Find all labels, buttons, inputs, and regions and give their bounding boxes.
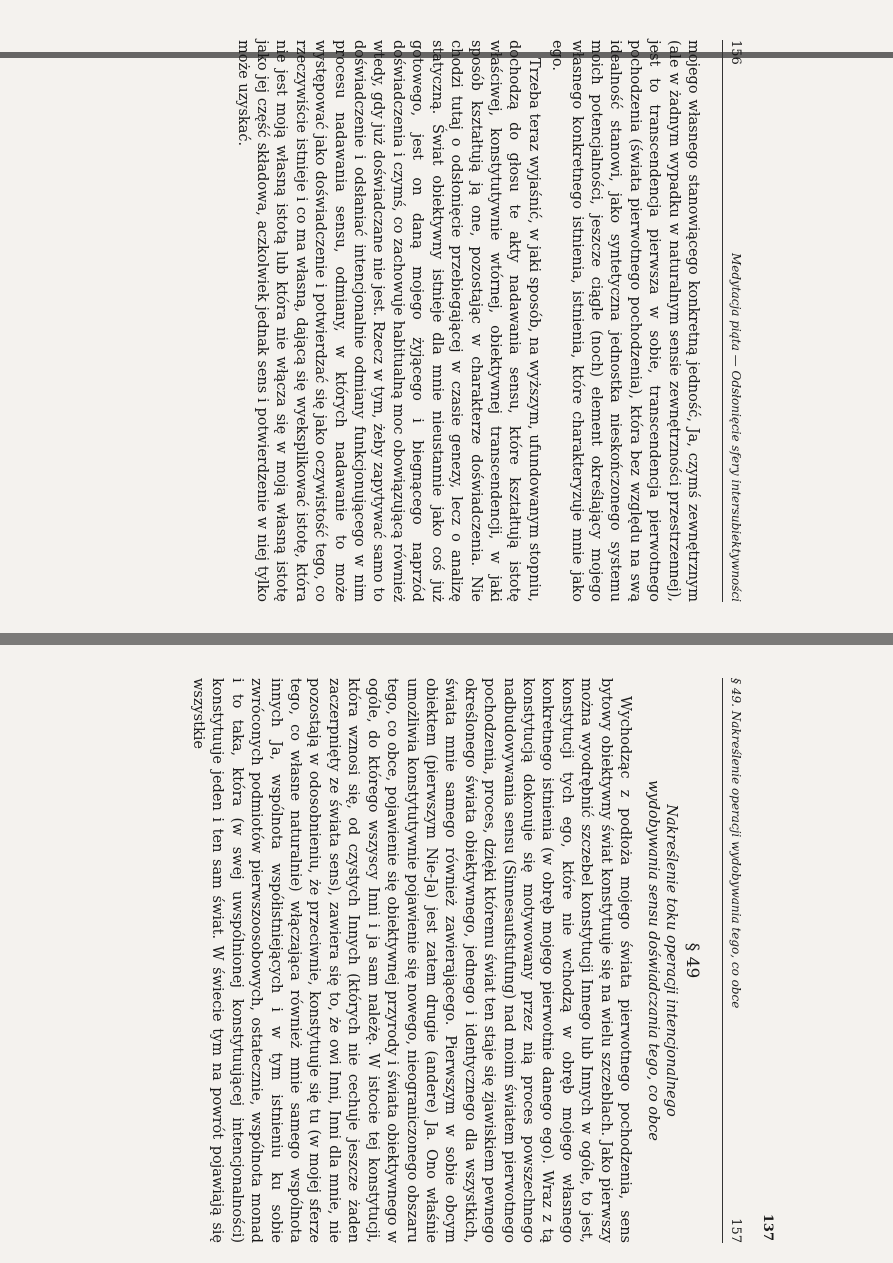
right-page-number: 157 [728,1218,743,1243]
archive-page-number: 137 [760,1213,775,1241]
section-title-line-1: Nakreślenie toku operacji intencjonalnego [663,804,679,1117]
section-title [644,678,680,1243]
right-page [0,632,893,1263]
left-paragraph-2: Trzeba teraz wyjaśnić, w jaki sposób, na wyższym, ufundowanym stopniu, dochodzą do głosu te akty nadawania sensu, które kształtują istotę właściwej, konstytutywnie wtórnej, obiektywnej transcendencji, w jaki sposób kształtują ją one, pozostając w charakterze doświadczenia. Nie chodzi tutaj o odsłonięcie przebiegającej w czasie genezy, lecz o analizę statyczną. Świat obiektywny istnieje dla mnie nieustannie jako coś już gotowego, jest on daną mojego żyjącego i biegnącego naprzód doświadczenia i czymś, co zachowuje habitualną moc obowiązującą również wtedy, gdy już doświadczane nie jest. Rzecz w tym, żeby zapytywać samo to doświadczenie i odsłaniać intencjonalnie odmiany funkcjonującego w nim procesu nadawania sensu, odmiany, w których nadawanie to może występować jako doświadczenie i potwierdzać się jako oczywistość tego, co rzeczywiście istnieje i co ma własną, dającą się wyeksplikować istotę, która nie jest moją własną istotą lub która nie włącza się w moją własną istotę jako jej część składowa, aczkolwiek jednak sens i potwierdzenie w niej tylko może uzyskać. [234,40,542,602]
left-running-header [722,40,743,602]
right-paragraph-1: Wychodząc z podłoża mojego świata pierwotnego pochodzenia, sens bytowy obiektywny świat konstytuuje się na wielu szczeblach. Jako pierwszy można wyodrębnić szczebel konstytucji Innego lub Innych w ogóle, to jest, konstytucji tych ego, które nie wchodzą w obręb mojego własnego konkretnego istnienia (w obręb mojego pierwotnie danego ego). Wraz z tą konstytucją dokonuje się motywowany przez nią proces powszechnego nadbudowywania sensu (Sinnesaufstufung) nad moim światem pierwotnego pochodzenia, proces, dzięki któremu świat ten staje się zjawiskiem pewnego określonego świata obiektywnego, jednego i identycznego dla wszystkich, świata mnie samego również zawierającego. Pierwszym w sobie obcym obiektem (pierwszym Nie-Ja) jest zatem drugie (andere) Ja. Ono właśnie umożliwia konstytutywnie pojawienie się nowego, nieograniczonego obszaru tego, co obce, pojawienie się obiektywnej przyrody i świata obiektywnego w ogóle, do którego wszyscy Inni i ja sam należę. W istocie tej konstytucji, która wznosi się, od czystych Innych (których nie cechuje jeszcze żaden zaczerpnięty ze świata sens), zawiera się to, że owi Inni, Inni dla mnie, nie pozostają w odosobnieniu, że przeciwnie, konstytuuje się tu (w mojej sferze tego, co własne naturalnie) włączająca również mnie samego wspólnota innych Ja, wspólnota współistniejących i w tym istnieniu ku sobie zwróconych podmiotów pierwszoosobowych, ostatecznie, wspólnota monad i to taka, która (w swej uwspólnionej konstytuującej intencjonalności) konstytuuje jeden i ten sam świat. W świecie tym na powrót pojawiają się wszystkie [190,678,633,1243]
right-running-head: § 49. Nakreślenie operacji wydobywania tego, co obce [729,678,743,1009]
section-title-line-2: wydobywania sensu doświadczania tego, co obce [645,780,661,1141]
section-number: § 49 [682,942,702,979]
right-running-header [722,678,743,1243]
left-running-head: Medytacja piąta — Odsłonięcie sfery intersubiektywności [729,252,743,602]
left-page-number: 156 [728,40,743,65]
left-paragraph-1: mojego własnego stanowiącego konkretną jedność, Ja, czymś zewnętrznym (ale w żadnym wypadku w naturalnym sensie zewnętrzności przestrzennej), jest to transcendencja pierwsza w sobie, transcendencja pierwotnego pochodzenia (świata pierwotnego pochodzenia), która bez względu na swą idealność stanowi, jako syntetyczna jednostka nieskończonego systemu moich potencjalności, jeszcze ciągle (noch) element określający mojego własnego konkretnego istnienia, istnienia, które charakteryzuje mnie jako ego. [549,40,701,602]
